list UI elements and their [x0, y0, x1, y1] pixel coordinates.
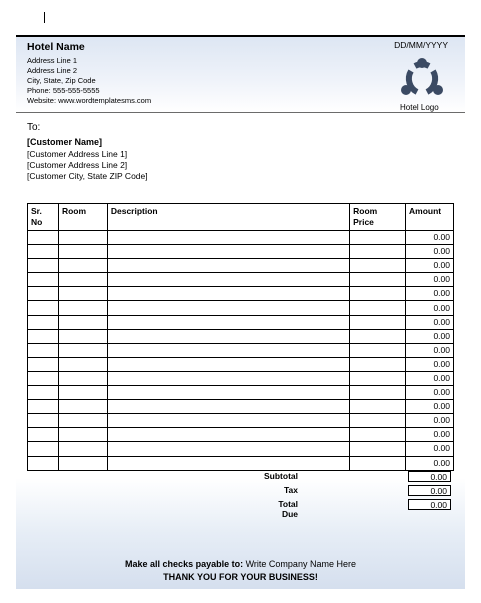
cell-room-price[interactable] — [350, 414, 406, 428]
subtotal-value[interactable]: 0.00 — [408, 471, 451, 482]
cell-sr-no[interactable] — [28, 273, 59, 287]
cell-room[interactable] — [58, 301, 107, 315]
cell-room[interactable] — [58, 357, 107, 371]
cell-description[interactable] — [107, 231, 349, 245]
total-due-label: Total Due — [278, 499, 298, 519]
table-row — [28, 414, 454, 428]
table-row — [28, 259, 454, 273]
cell-description[interactable] — [107, 400, 349, 414]
cell-amount[interactable]: 0.00 — [406, 371, 454, 385]
cell-room[interactable] — [58, 414, 107, 428]
cell-amount[interactable]: 0.00 — [406, 414, 454, 428]
checks-payable-label: Make all checks payable to: — [125, 559, 244, 569]
cell-description[interactable] — [107, 357, 349, 371]
table-row — [28, 231, 454, 245]
tax-value[interactable]: 0.00 — [408, 485, 451, 496]
customer-city-state-zip[interactable]: [Customer City, State ZIP Code] — [27, 171, 148, 181]
cell-amount[interactable]: 0.00 — [406, 343, 454, 357]
cell-room-price[interactable] — [350, 386, 406, 400]
phone[interactable]: Phone: 555-555-5555 — [27, 86, 100, 95]
cell-room[interactable] — [58, 371, 107, 385]
cell-amount[interactable]: 0.00 — [406, 442, 454, 456]
text-cursor — [44, 12, 45, 23]
cell-description[interactable] — [107, 456, 349, 470]
cell-room[interactable] — [58, 428, 107, 442]
cell-sr-no[interactable] — [28, 400, 59, 414]
table-row — [28, 371, 454, 385]
cell-amount[interactable]: 0.00 — [406, 245, 454, 259]
table-row — [28, 343, 454, 357]
table-header-row — [28, 204, 454, 231]
cell-room-price[interactable] — [350, 245, 406, 259]
cell-room[interactable] — [58, 273, 107, 287]
cell-room-price[interactable] — [350, 231, 406, 245]
cell-room[interactable] — [58, 456, 107, 470]
cell-description[interactable] — [107, 414, 349, 428]
cell-room-price[interactable] — [350, 357, 406, 371]
table-row — [28, 301, 454, 315]
table-row — [28, 456, 454, 470]
customer-address-2[interactable]: [Customer Address Line 2] — [27, 160, 128, 170]
cell-room[interactable] — [58, 329, 107, 343]
table-row — [28, 245, 454, 259]
cell-room[interactable] — [58, 231, 107, 245]
cell-sr-no[interactable] — [28, 287, 59, 301]
cell-room-price[interactable] — [350, 343, 406, 357]
cell-amount[interactable]: 0.00 — [406, 231, 454, 245]
table-row — [28, 329, 454, 343]
cell-sr-no[interactable] — [28, 231, 59, 245]
cell-sr-no[interactable] — [28, 301, 59, 315]
cell-description[interactable] — [107, 301, 349, 315]
cell-description[interactable] — [107, 343, 349, 357]
table-row — [28, 315, 454, 329]
thank-you-note: THANK YOU FOR YOUR BUSINESS! — [163, 572, 318, 582]
invoice-date[interactable]: DD/MM/YYYY — [394, 40, 448, 50]
cell-room[interactable] — [58, 259, 107, 273]
city-state-zip[interactable]: City, State, Zip Code — [27, 76, 96, 85]
company-name-placeholder[interactable]: Write Company Name Here — [243, 559, 356, 569]
cell-amount[interactable]: 0.00 — [406, 315, 454, 329]
cell-sr-no[interactable] — [28, 371, 59, 385]
cell-sr-no[interactable] — [28, 357, 59, 371]
col-room-price: Room Price — [350, 204, 406, 231]
total-due-value[interactable]: 0.00 — [408, 499, 451, 510]
table-row — [28, 428, 454, 442]
invoice-header — [16, 35, 465, 113]
cell-room[interactable] — [58, 287, 107, 301]
cell-room-price[interactable] — [350, 456, 406, 470]
cell-description[interactable] — [107, 371, 349, 385]
table-row — [28, 273, 454, 287]
cell-room-price[interactable] — [350, 400, 406, 414]
cell-room-price[interactable] — [350, 428, 406, 442]
hotel-logo-label: Hotel Logo — [400, 103, 439, 112]
cell-room[interactable] — [58, 343, 107, 357]
cell-amount[interactable]: 0.00 — [406, 386, 454, 400]
cell-amount[interactable]: 0.00 — [406, 259, 454, 273]
cell-room[interactable] — [58, 386, 107, 400]
cell-description[interactable] — [107, 273, 349, 287]
table-row — [28, 287, 454, 301]
col-description: Description — [107, 204, 349, 231]
cell-description[interactable] — [107, 315, 349, 329]
cell-amount[interactable]: 0.00 — [406, 301, 454, 315]
cell-description[interactable] — [107, 287, 349, 301]
cell-amount[interactable]: 0.00 — [406, 428, 454, 442]
cell-sr-no[interactable] — [28, 245, 59, 259]
subtotal-label: Subtotal — [264, 471, 298, 481]
cell-room[interactable] — [58, 442, 107, 456]
cell-description[interactable] — [107, 386, 349, 400]
cell-room[interactable] — [58, 400, 107, 414]
tax-label: Tax — [283, 485, 298, 495]
cell-room[interactable] — [58, 315, 107, 329]
table-row — [28, 442, 454, 456]
cell-amount[interactable]: 0.00 — [406, 273, 454, 287]
table-row — [28, 400, 454, 414]
cell-room[interactable] — [58, 245, 107, 259]
cell-room-price[interactable] — [350, 287, 406, 301]
cell-sr-no[interactable] — [28, 329, 59, 343]
cell-amount[interactable]: 0.00 — [406, 400, 454, 414]
cell-room-price[interactable] — [350, 273, 406, 287]
website[interactable]: Website: www.wordtemplatesms.com — [27, 96, 152, 105]
address-line-2[interactable]: Address Line 2 — [27, 66, 78, 75]
cell-description[interactable] — [107, 245, 349, 259]
cell-sr-no[interactable] — [28, 456, 59, 470]
cell-description[interactable] — [107, 428, 349, 442]
payment-note — [16, 559, 465, 569]
cell-room-price[interactable] — [350, 259, 406, 273]
col-room: Room — [58, 204, 107, 231]
cell-description[interactable] — [107, 259, 349, 273]
cell-sr-no[interactable] — [28, 259, 59, 273]
cell-sr-no[interactable] — [28, 343, 59, 357]
cell-amount[interactable]: 0.00 — [406, 287, 454, 301]
cell-sr-no[interactable] — [28, 414, 59, 428]
cell-room-price[interactable] — [350, 315, 406, 329]
hotel-name[interactable]: Hotel Name — [27, 41, 85, 53]
cell-amount[interactable]: 0.00 — [406, 456, 454, 470]
cell-sr-no[interactable] — [28, 428, 59, 442]
to-label: To: — [27, 122, 41, 133]
table-row — [28, 386, 454, 400]
cell-description[interactable] — [107, 329, 349, 343]
address-line-1[interactable]: Address Line 1 — [27, 56, 78, 65]
line-items-table — [27, 203, 454, 471]
cell-sr-no[interactable] — [28, 386, 59, 400]
cell-amount[interactable]: 0.00 — [406, 329, 454, 343]
customer-address-1[interactable]: [Customer Address Line 1] — [27, 149, 128, 159]
cell-sr-no[interactable] — [28, 315, 59, 329]
cell-room-price[interactable] — [350, 301, 406, 315]
cell-amount[interactable]: 0.00 — [406, 357, 454, 371]
cell-room-price[interactable] — [350, 442, 406, 456]
cell-description[interactable] — [107, 442, 349, 456]
col-amount: Amount — [406, 204, 454, 231]
hotel-logo-icon[interactable] — [397, 54, 447, 104]
invoice-page — [16, 35, 465, 589]
table-row — [28, 357, 454, 371]
customer-name[interactable]: [Customer Name] — [27, 137, 103, 147]
col-sr-no: Sr. No — [28, 204, 59, 231]
cell-room-price[interactable] — [350, 329, 406, 343]
cell-room-price[interactable] — [350, 371, 406, 385]
cell-sr-no[interactable] — [28, 442, 59, 456]
